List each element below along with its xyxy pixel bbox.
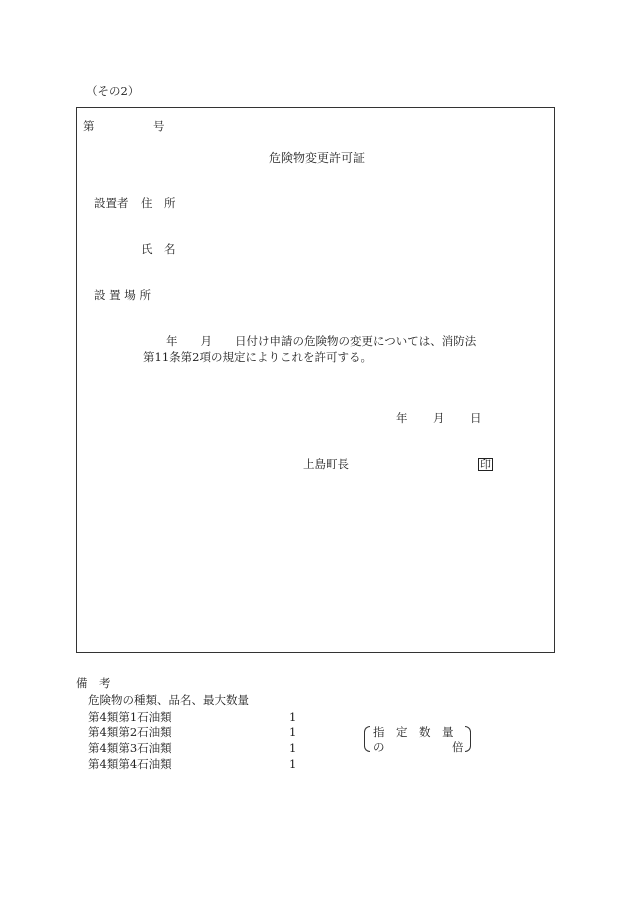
seal-mark: 印 — [480, 458, 491, 471]
designated-of-label: の — [373, 740, 385, 754]
hazard-item-quantity: 1 — [289, 710, 297, 724]
remarks-heading: 備 考 — [76, 676, 111, 690]
permit-form-box — [76, 107, 555, 653]
page-title: 危険物変更許可証 — [269, 151, 366, 165]
hazard-item-quantity: 1 — [289, 757, 297, 771]
date-day: 日 — [470, 411, 482, 425]
permit-body-line-1: 年 月 日付け申請の危険物の変更については、消防法 — [166, 334, 477, 348]
hazard-item-quantity: 1 — [289, 741, 297, 755]
hazard-item-name: 第4類第2石油類 — [88, 725, 172, 739]
right-brace — [465, 726, 471, 752]
name-label: 氏 名 — [141, 242, 176, 256]
permit-number-prefix: 第 — [83, 119, 95, 133]
address-label: 住 所 — [141, 196, 176, 210]
permit-number-suffix: 号 — [153, 119, 165, 133]
hazard-item-name: 第4類第3石油類 — [88, 741, 172, 755]
issuer-title: 上島町長 — [303, 457, 349, 471]
installation-location-label: 設 置 場 所 — [94, 288, 151, 302]
date-year: 年 — [396, 411, 408, 425]
left-brace — [364, 726, 370, 752]
permit-body-line-2: 第11条第2項の規定によりこれを許可する。 — [143, 350, 372, 364]
form-variant-label: （その2） — [86, 84, 140, 98]
designated-quantity-label: 指 定 数 量 — [373, 725, 454, 739]
multiple-label: 倍 — [452, 740, 464, 754]
installer-label: 設置者 — [94, 196, 129, 210]
date-month: 月 — [433, 411, 445, 425]
hazard-item-quantity: 1 — [289, 725, 297, 739]
hazard-item-name: 第4類第4石油類 — [88, 757, 172, 771]
remarks-intro: 危険物の種類、品名、最大数量 — [88, 693, 249, 707]
hazard-item-name: 第4類第1石油類 — [88, 710, 172, 724]
